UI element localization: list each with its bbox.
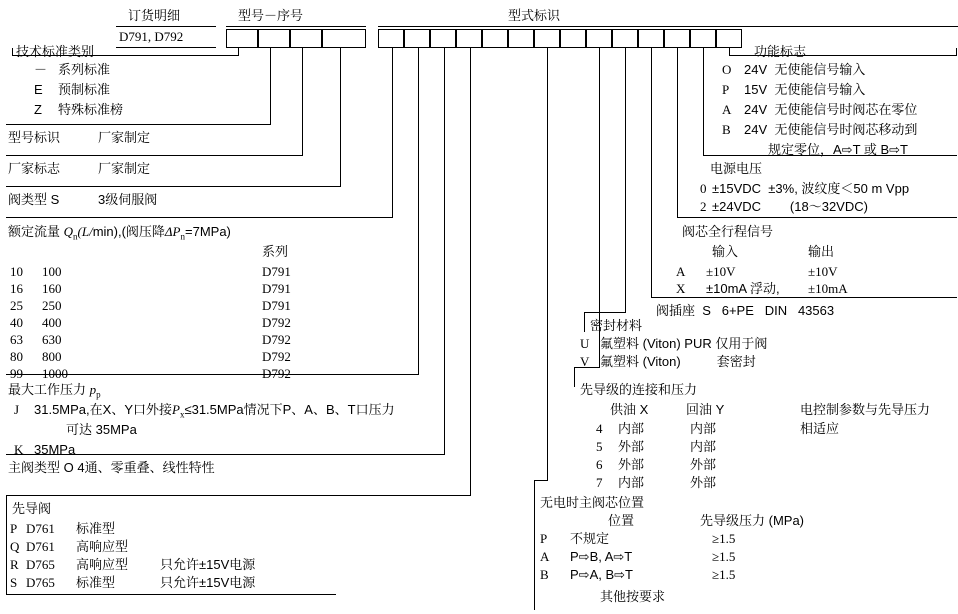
code-slot xyxy=(638,29,664,48)
leader-line xyxy=(584,312,626,313)
max-pressure-label: 31.5MPa,在X、Y口外接$P_x\le 31.5MPa$情况下P、A、B、T口压力 xyxy=(34,402,395,420)
code-slot xyxy=(378,29,404,48)
flow-value: 250 xyxy=(42,298,62,313)
pilot-conn-code: 4 xyxy=(596,421,603,436)
function-mark-label: 15V 无使能信号输入 xyxy=(744,82,866,97)
rule-model-serial xyxy=(226,26,366,27)
leader-line xyxy=(6,186,341,187)
code-slot xyxy=(404,29,430,48)
no-power-pos-code: B xyxy=(540,567,549,582)
main-valve-title: 主阀类型 O 4通、零重叠、线性特性 xyxy=(8,460,215,475)
leader-line xyxy=(302,48,303,156)
flow-code: 10 xyxy=(10,264,23,279)
header-type-id: 型式标识 xyxy=(508,8,561,23)
code-slot xyxy=(508,29,534,48)
spool-signal-code: A xyxy=(676,264,686,279)
tech-std-code: － xyxy=(34,62,48,77)
pilot-conn-code: 7 xyxy=(596,475,603,490)
no-power-pos-pos: P⇨B, A⇨T xyxy=(570,549,633,564)
function-mark-label2: 规定零位，A⇨T 或 B⇨T xyxy=(768,142,908,157)
leader-line xyxy=(534,480,548,481)
flow-series: D792 xyxy=(262,366,291,381)
leader-line xyxy=(470,48,471,496)
leader-line xyxy=(6,594,336,595)
pilot-conn-x: 外部 xyxy=(618,457,645,472)
function-mark-code: B xyxy=(722,122,731,137)
pilot-conn-y: 内部 xyxy=(690,421,717,436)
code-slot xyxy=(226,29,258,48)
tech-std-label: 预制标准 xyxy=(58,82,111,97)
pilot-type: 标准型 xyxy=(76,521,116,536)
flow-series: D792 xyxy=(262,315,291,330)
leader-line xyxy=(392,48,393,218)
supply-voltage-label: ±24VDC (18～32VDC) xyxy=(712,199,868,214)
flow-code: 40 xyxy=(10,315,23,330)
pilot-model: D765 xyxy=(26,557,55,572)
leader-line xyxy=(547,48,548,481)
spool-signal-col1: 输入 xyxy=(712,244,739,259)
leader-line xyxy=(6,495,7,595)
tech-std-label: 系列标准 xyxy=(58,62,111,77)
flow-series-header: 系列 xyxy=(262,244,289,259)
function-mark-label: 24V 无使能信号输入 xyxy=(744,62,866,77)
pilot-conn-title: 先导级的连接和压力 xyxy=(580,382,698,397)
leader-line xyxy=(651,48,652,298)
pilot-conn-y: 外部 xyxy=(690,457,717,472)
code-slot xyxy=(534,29,560,48)
max-pressure-title: 最大工作压力 $p_p$ xyxy=(8,382,101,400)
spool-signal-code: X xyxy=(676,281,686,296)
rule-order-codes xyxy=(116,47,216,48)
no-power-pos-col2: 先导级压力 (MPa) xyxy=(700,513,805,528)
header-model-serial: 型号－序号 xyxy=(238,8,304,23)
pilot-note: 只允许±15V电源 xyxy=(160,575,256,590)
leader-line xyxy=(444,48,445,455)
no-power-pos-press: ≥1.5 xyxy=(712,567,736,582)
tech-std-label: 特殊标准榜 xyxy=(58,102,124,117)
flow-value: 160 xyxy=(42,281,62,296)
header-order-detail: 订货明细 xyxy=(128,8,181,23)
code-slot xyxy=(456,29,482,48)
pilot-code: Q xyxy=(10,539,20,554)
model-mark-value: 厂家制定 xyxy=(98,130,151,145)
factory-mark-title: 厂家标志 xyxy=(8,161,61,176)
leader-line xyxy=(270,48,271,125)
flow-series: D792 xyxy=(262,332,291,347)
pilot-code: R xyxy=(10,557,19,572)
tech-std-title: 技术标准类别 xyxy=(16,44,95,59)
flow-value: 630 xyxy=(42,332,62,347)
no-power-pos-press: ≥1.5 xyxy=(712,531,736,546)
supply-voltage-label: ±15VDC ±3%, 波纹度＜50 m Vpp xyxy=(712,181,910,196)
factory-mark-value: 厂家制定 xyxy=(98,161,151,176)
pilot-conn-note: 电控制参数与先导压力 xyxy=(800,402,931,417)
flow-value: 1000 xyxy=(42,366,68,381)
function-mark-label: 24V 无使能信号时阀芯移动到 xyxy=(744,122,918,137)
code-slot xyxy=(716,29,742,48)
leader-line xyxy=(418,48,419,375)
flow-code: 99 xyxy=(10,366,23,381)
order-codes: D791, D792 xyxy=(119,29,184,44)
function-mark-title: 功能标志 xyxy=(754,44,807,59)
flow-value: 100 xyxy=(42,264,62,279)
code-slot xyxy=(322,29,366,48)
code-slot xyxy=(664,29,690,48)
leader-line xyxy=(6,495,471,496)
spool-signal-title: 阀芯全行程信号 xyxy=(682,224,774,239)
socket-title: 阀插座 S 6+PE DIN 43563 xyxy=(656,303,835,318)
flow-series: D791 xyxy=(262,281,291,296)
tech-std-code: Z xyxy=(34,102,42,117)
flow-code: 80 xyxy=(10,349,23,364)
spool-signal-in: ±10mA 浮动, xyxy=(706,281,780,296)
max-pressure-label: 35MPa xyxy=(34,442,76,457)
max-pressure-label2: 可达 35MPa xyxy=(66,422,137,437)
seal-label: 氟塑料 (Viton) PUR 仅用于阀 xyxy=(600,336,768,351)
spool-signal-out: ±10V xyxy=(808,264,838,279)
pilot-conn-x: 内部 xyxy=(618,475,645,490)
seal-label: 氟塑料 (Viton) 套密封 xyxy=(600,354,756,369)
flow-series: D792 xyxy=(262,349,291,364)
pilot-title: 先导阀 xyxy=(12,501,52,516)
flow-value: 400 xyxy=(42,315,62,330)
pilot-model: D765 xyxy=(26,575,55,590)
leader-line xyxy=(651,297,957,298)
no-power-pos-col1: 位置 xyxy=(608,513,635,528)
pilot-conn-note2: 相适应 xyxy=(800,421,840,436)
pilot-model: D761 xyxy=(26,521,55,536)
code-slot xyxy=(560,29,586,48)
supply-voltage-code: 0 xyxy=(700,181,707,196)
leader-line xyxy=(6,124,271,125)
pilot-conn-col1: 供油 X xyxy=(610,402,649,417)
leader-line xyxy=(534,480,535,610)
rule-type-id xyxy=(378,26,958,27)
code-slot xyxy=(290,29,322,48)
pilot-type: 标准型 xyxy=(76,575,116,590)
pilot-conn-col2: 回油 Y xyxy=(686,402,725,417)
leader-line xyxy=(677,48,678,218)
max-pressure-code: K xyxy=(14,442,24,457)
function-mark-label: 24V 无使能信号时阀芯在零位 xyxy=(744,102,918,117)
no-power-pos-pos: P⇨A, B⇨T xyxy=(570,567,633,582)
no-power-pos-code: A xyxy=(540,549,550,564)
leader-line xyxy=(574,367,575,387)
pilot-conn-y: 内部 xyxy=(690,439,717,454)
pilot-conn-x: 内部 xyxy=(618,421,645,436)
flow-series: D791 xyxy=(262,298,291,313)
leader-line xyxy=(625,48,626,313)
rule-order-detail xyxy=(116,26,216,27)
code-slot xyxy=(482,29,508,48)
model-mark-title: 型号标识 xyxy=(8,130,61,145)
seal-code: U xyxy=(580,336,590,351)
tech-std-code: E xyxy=(34,82,43,97)
pilot-model: D761 xyxy=(26,539,55,554)
spool-signal-in: ±10V xyxy=(706,264,736,279)
spool-signal-out: ±10mA xyxy=(808,281,848,296)
pilot-code: S xyxy=(10,575,18,590)
seal-code: V xyxy=(580,354,590,369)
supply-voltage-code: 2 xyxy=(700,199,707,214)
code-slot xyxy=(586,29,612,48)
no-power-pos-footer: 其他按要求 xyxy=(600,589,666,604)
leader-line xyxy=(703,48,704,156)
pilot-code: P xyxy=(10,521,18,536)
pilot-conn-code: 6 xyxy=(596,457,603,472)
leader-line xyxy=(956,48,957,56)
code-slot xyxy=(690,29,716,48)
pilot-type: 高响应型 xyxy=(76,557,129,572)
max-pressure-code: J xyxy=(14,402,20,417)
spool-signal-col2: 输出 xyxy=(808,244,835,259)
pilot-conn-y: 外部 xyxy=(690,475,717,490)
function-mark-code: P xyxy=(722,82,730,97)
valve-type-value: 3级伺服阀 xyxy=(98,192,158,207)
supply-voltage-title: 电源电压 xyxy=(710,161,763,176)
code-slot xyxy=(612,29,638,48)
flow-title: 额定流量 $Q_n(L/\min)$,(阀压降$\Delta P_n=7MPa$) xyxy=(8,224,231,242)
flow-code: 16 xyxy=(10,281,23,296)
valve-type-title: 阀类型 S xyxy=(8,192,60,207)
code-slot xyxy=(258,29,290,48)
flow-series: D791 xyxy=(262,264,291,279)
seal-title: 密封材料 xyxy=(590,318,643,333)
function-mark-code: O xyxy=(722,62,732,77)
leader-line xyxy=(6,155,303,156)
flow-code: 25 xyxy=(10,298,23,313)
pilot-type: 高响应型 xyxy=(76,539,129,554)
no-power-pos-press: ≥1.5 xyxy=(712,549,736,564)
pilot-conn-code: 5 xyxy=(596,439,603,454)
leader-line xyxy=(584,312,585,332)
leader-line xyxy=(6,217,393,218)
pilot-note: 只允许±15V电源 xyxy=(160,557,256,572)
leader-line xyxy=(340,48,341,187)
leader-line xyxy=(12,48,13,56)
function-mark-code: A xyxy=(722,102,732,117)
no-power-pos-code: P xyxy=(540,531,548,546)
pilot-conn-x: 外部 xyxy=(618,439,645,454)
flow-code: 63 xyxy=(10,332,23,347)
flow-value: 800 xyxy=(42,349,62,364)
no-power-pos-title: 无电时主阀芯位置 xyxy=(540,495,645,510)
leader-line xyxy=(677,217,957,218)
no-power-pos-pos: 不规定 xyxy=(570,531,610,546)
code-slot xyxy=(430,29,456,48)
